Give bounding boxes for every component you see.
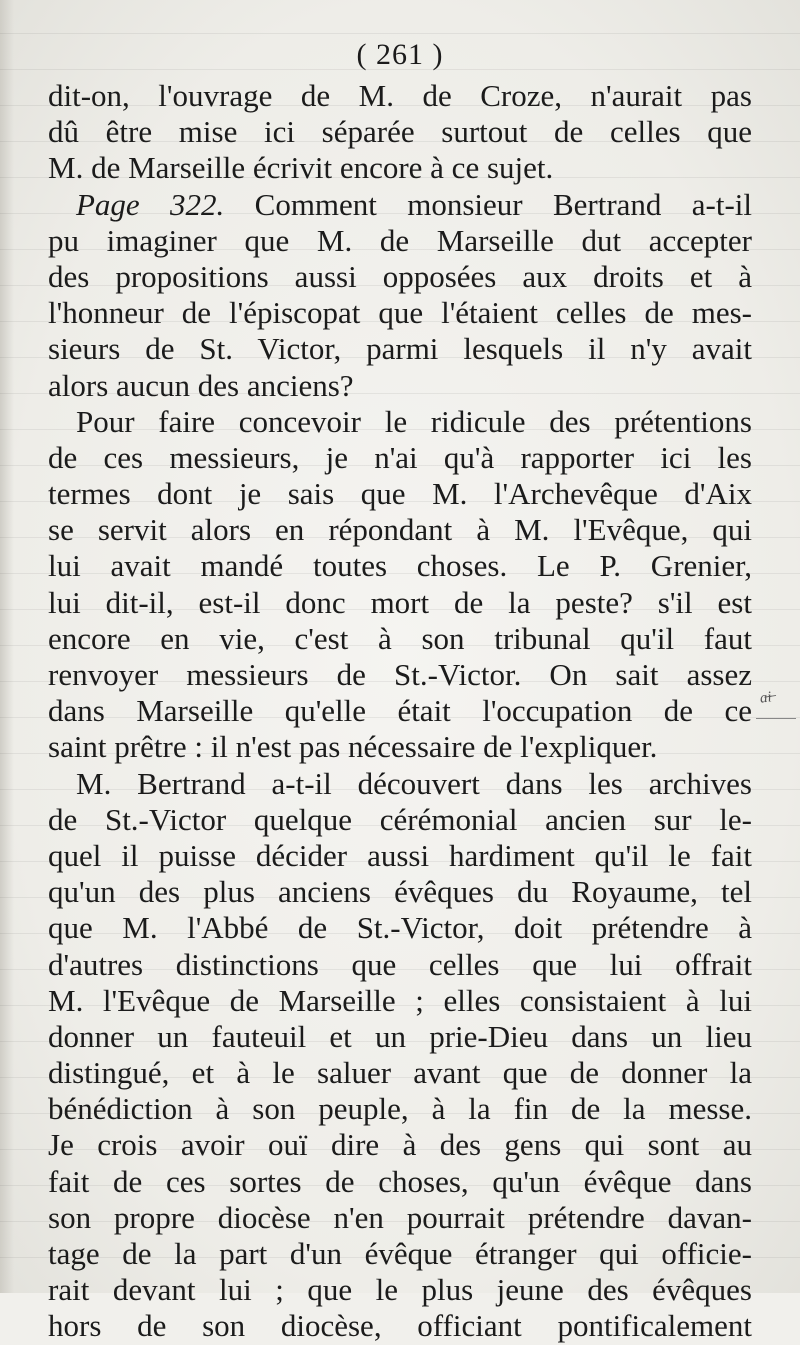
text-line	[48, 187, 752, 223]
text-line: que M. l'Abbé de St.-Victor, doit prétendre à	[48, 910, 752, 946]
text-line: pu imaginer que M. de Marseille dut accepter	[48, 222, 752, 258]
text-line: quel il puisse décider aussi hardiment qu'il le fait	[48, 837, 752, 873]
text-line: de St.-Victor quelque cérémonial ancien sur le-	[48, 801, 752, 837]
margin-mark	[756, 718, 796, 719]
text-line-content: Comment monsieur Bertrand a-t-il	[254, 186, 752, 222]
text-line: rait devant lui ; que le plus jeune des évêques	[48, 1272, 752, 1308]
text-line: qu'un des plus anciens évêques du Royaume, tel	[48, 874, 752, 910]
text-line: dû être mise ici séparée surtout de celles que	[48, 114, 752, 150]
text-line: saint prêtre : il n'est pas nécessaire de l'expliquer.	[48, 729, 658, 765]
page-gutter-shadow	[0, 0, 14, 1293]
page-number: ( 261 )	[356, 38, 444, 71]
body-text	[48, 78, 752, 1345]
text-line: M. Bertrand a-t-il découvert dans les archives	[76, 765, 752, 801]
text-line: sieurs de St. Victor, parmi lesquels il n'y avait	[48, 331, 752, 367]
text-line: Pour faire concevoir le ridicule des prétentions	[76, 403, 752, 439]
text-line: distingué, et à le saluer avant que de donner la	[48, 1055, 752, 1091]
text-line: des propositions aussi opposées aux droits et à	[48, 258, 752, 294]
text-line: se servit alors en répondant à M. l'Evêque, qui	[48, 512, 752, 548]
text-line: donner un fauteuil et un prie-Dieu dans un lieu	[48, 1018, 752, 1054]
text-line: hors de son diocèse, officiant pontificalement	[48, 1308, 752, 1344]
text-line: M. de Marseille écrivit encore à ce sujet.	[48, 150, 554, 186]
text-line: alors aucun des anciens?	[48, 367, 354, 403]
text-line: dit-on, l'ouvrage de M. de Croze, n'aurait pas	[48, 78, 752, 113]
page-reference: Page 322.	[76, 186, 225, 222]
text-line: fait de ces sortes de choses, qu'un évêque dans	[48, 1163, 752, 1199]
text-line: lui avait mandé toutes choses. Le P. Grenier,	[48, 548, 752, 584]
text-line: dans Marseille qu'elle était l'occupation de ce	[48, 693, 752, 729]
text-line: Je crois avoir ouï dire à des gens qui sont au	[48, 1127, 752, 1163]
text-line: lui dit-il, est-il donc mort de la peste? s'il est	[48, 584, 752, 620]
text-line: bénédiction à son peuple, à la fin de la messe.	[48, 1091, 752, 1127]
text-line: renvoyer messieurs de St.-Victor. On sait assez	[48, 657, 752, 692]
handwritten-margin-note: a̶i̶	[758, 689, 773, 707]
text-line: d'autres distinctions que celles que lui offrait	[48, 946, 752, 982]
text-line: M. l'Evêque de Marseille ; elles consistaient à lui	[48, 982, 752, 1018]
text-line: son propre diocèse n'en pourrait prétendre davan-	[48, 1199, 752, 1235]
text-line: de ces messieurs, je n'ai qu'à rapporter ici les	[48, 439, 752, 475]
text-line: l'honneur de l'épiscopat que l'étaient celles de mes-	[48, 295, 752, 331]
text-line: tage de la part d'un évêque étranger qui officie-	[48, 1236, 752, 1271]
text-line: encore en vie, c'est à son tribunal qu'il faut	[48, 620, 752, 656]
text-line: termes dont je sais que M. l'Archevêque d'Aix	[48, 476, 752, 512]
